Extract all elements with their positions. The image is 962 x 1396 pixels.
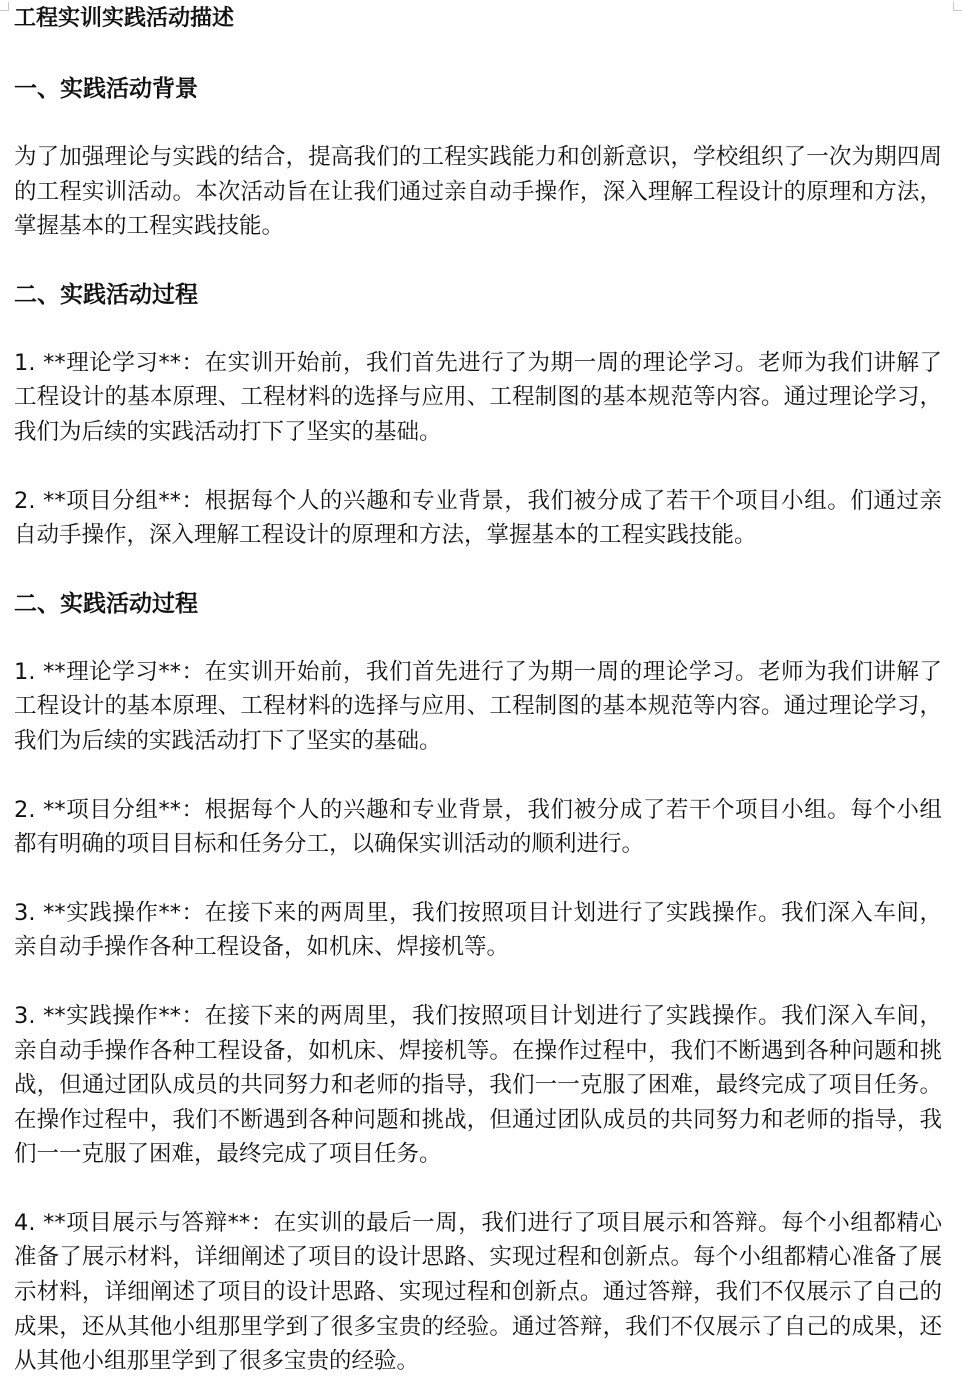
- paragraph-project-grouping: 2. **项目分组**：根据每个人的兴趣和专业背景，我们被分成了若干个项目小组。们通过亲自动手操作，深入理解工程设计的原理和方法，掌握基本的工程实践技能。: [14, 487, 942, 549]
- spacer: [14, 759, 942, 793]
- paragraph-theory-study-repeat: 1. **理论学习**：在实训开始前，我们首先进行了为期一周的理论学习。老师为我们讲解了工程设计的基本原理、工程材料的选择与应用、工程制图的基本规范等内容。通过理论学习，我们为后续的实践活动打下了坚实的基础。: [14, 658, 942, 754]
- section-heading-process-repeat: 二、实践活动过程: [14, 590, 198, 617]
- spacer: [14, 621, 942, 655]
- spacer: [14, 965, 942, 999]
- spacer: [14, 450, 942, 484]
- page-corner-mark-right: [953, 2, 962, 11]
- spacer: [14, 553, 942, 587]
- spacer: [14, 38, 942, 72]
- paragraph-practice-operation: 3. **实践操作**：在接下来的两周里，我们按照项目计划进行了实践操作。我们深入车间，亲自动手操作各种工程设备，如机床、焊接机等。: [14, 899, 942, 961]
- spacer: [14, 1172, 942, 1206]
- paragraph-project-grouping-repeat: 2. **项目分组**：根据每个人的兴趣和专业背景，我们被分成了若干个项目小组。每个小组都有明确的项目目标和任务分工，以确保实训活动的顺利进行。: [14, 796, 942, 858]
- spacer: [14, 106, 942, 140]
- section-heading-process: 二、实践活动过程: [14, 281, 198, 308]
- spacer: [14, 244, 942, 278]
- document-page: [14, 0, 942, 1379]
- section-heading-background: 一、实践活动背景: [14, 76, 198, 102]
- paragraph-practice-operation-extended: 3. **实践操作**：在接下来的两周里，我们按照项目计划进行了实践操作。我们深入车间，亲自动手操作各种工程设备，如机床、焊接机等。在操作过程中，我们不断遇到各种问题和挑战，但通过团队成员的共同努力和老师的指导，我们一一克服了困难，最终完成了项目任务。在操作过程中，我们不断遇到各种问题和挑战，但通过团队成员的共同努力和老师的指导，我们一一克服了困难，最终完成了项目任务。: [14, 1002, 942, 1168]
- paragraph-theory-study: 1. **理论学习**：在实训开始前，我们首先进行了为期一周的理论学习。老师为我们讲解了工程设计的基本原理、工程材料的选择与应用、工程制图的基本规范等内容。通过理论学习，我们为后续的实践活动打下了坚实的基础。: [14, 349, 942, 445]
- spacer: [14, 862, 942, 896]
- paragraph-background: 为了加强理论与实践的结合，提高我们的工程实践能力和创新意识，学校组织了一次为期四周的工程实训活动。本次活动旨在让我们通过亲自动手操作，深入理解工程设计的原理和方法，掌握基本的工程实践技能。: [14, 144, 942, 240]
- page-corner-mark-left: [0, 2, 9, 11]
- paragraph-project-presentation: 4. **项目展示与答辩**：在实训的最后一周，我们进行了项目展示和答辩。每个小组都精心准备了展示材料，详细阐述了项目的设计思路、实现过程和创新点。每个小组都精心准备了展示材料，详细阐述了项目的设计思路、实现过程和创新点。通过答辩，我们不仅展示了自己的成果，还从其他小组那里学到了很多宝贵的经验。通过答辩，我们不仅展示了自己的成果，还从其他小组那里学到了很多宝贵的经验。: [14, 1209, 942, 1375]
- spacer: [14, 312, 942, 346]
- document-title: 工程实训实践活动描述: [14, 6, 235, 31]
